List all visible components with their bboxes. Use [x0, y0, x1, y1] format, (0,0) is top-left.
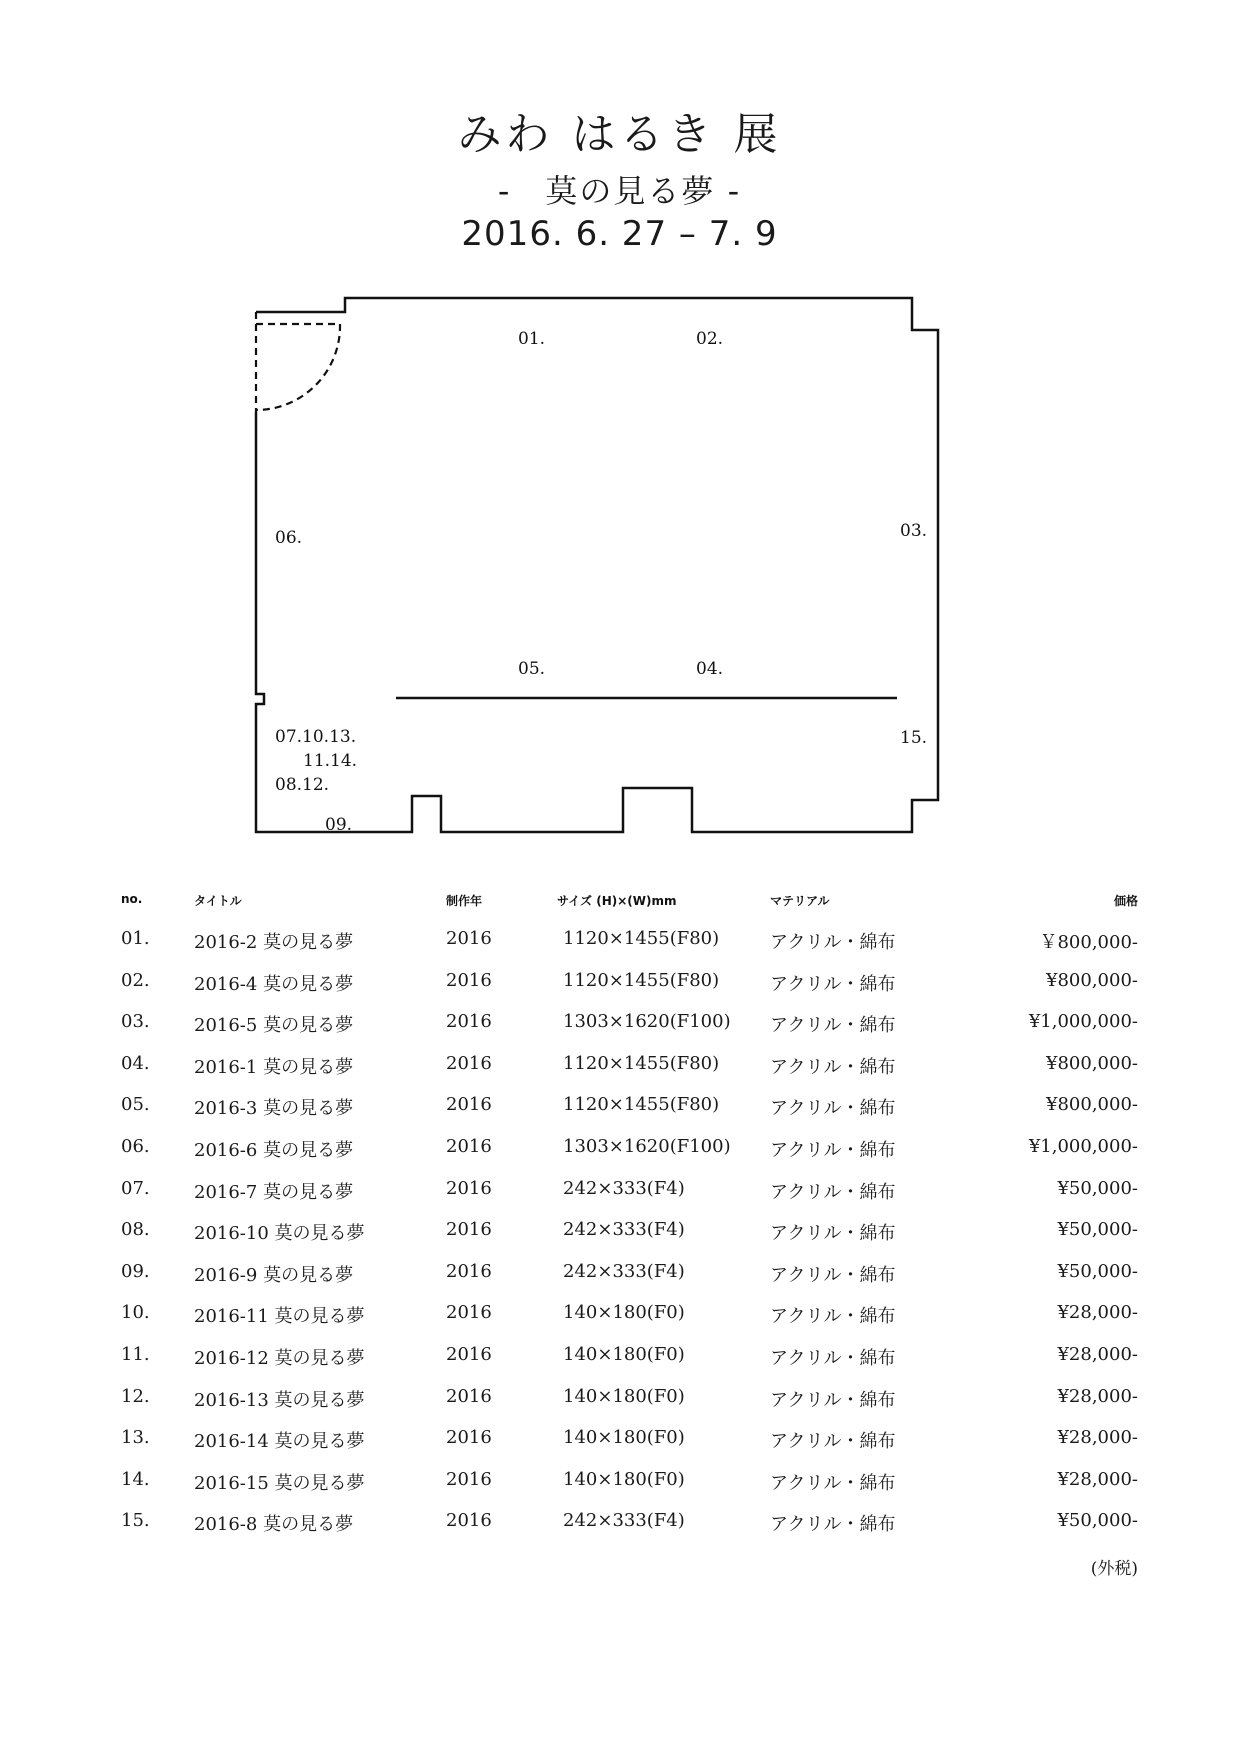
wall-label-03: 03.: [900, 521, 928, 541]
row-size: 1303×1620(F100): [563, 1136, 731, 1157]
row-size: 140×180(F0): [563, 1385, 685, 1407]
row-size: 242×333(F4): [563, 1177, 685, 1199]
row-size: 140×180(F0): [563, 1427, 685, 1449]
row-no: 13.: [121, 1427, 150, 1449]
table-row: [0, 1469, 1239, 1510]
table-row: [0, 1510, 1239, 1551]
table-row: [0, 1427, 1239, 1468]
row-year: 2016: [446, 928, 492, 949]
row-price: ¥28,000-: [1057, 1302, 1138, 1324]
wall-label-09: 09.: [325, 815, 353, 835]
row-year: 2016: [446, 1136, 492, 1157]
row-year: 2016: [446, 1385, 492, 1407]
row-size: 140×180(F0): [563, 1344, 685, 1365]
wall-label-07-10-13: 07.10.13.: [275, 727, 357, 747]
row-size: 242×333(F4): [563, 1219, 685, 1241]
door-swing: [256, 312, 340, 412]
row-year: 2016: [446, 1468, 492, 1490]
row-title: 2016-12 莫の見る夢: [194, 1348, 365, 1369]
row-price: ¥50,000-: [1057, 1260, 1138, 1282]
row-title: 2016-3 莫の見る夢: [194, 1098, 354, 1120]
exhibition-subtitle: - 莫の見る夢 -: [497, 172, 742, 210]
row-no: 10.: [121, 1302, 150, 1324]
row-title: 2016-7 莫の見る夢: [194, 1181, 354, 1203]
row-year: 2016: [446, 1219, 492, 1241]
wall-label-06: 06.: [275, 528, 303, 548]
row-size: 140×180(F0): [563, 1468, 685, 1490]
row-price: ¥50,000-: [1057, 1510, 1138, 1532]
row-price: ¥28,000-: [1057, 1427, 1138, 1449]
row-size: 1120×1455(F80): [563, 969, 720, 991]
row-no: 15.: [121, 1510, 150, 1532]
row-size: 140×180(F0): [563, 1302, 685, 1324]
row-price: ¥50,000-: [1057, 1219, 1138, 1241]
row-year: 2016: [446, 1094, 492, 1116]
row-title: 2016-1 莫の見る夢: [194, 1056, 354, 1078]
wall-label-08-12: 08.12.: [275, 775, 330, 795]
row-material: アクリル・綿布: [770, 1223, 896, 1245]
row-price: ¥1,000,000-: [1028, 1011, 1138, 1033]
row-title: 2016-5 莫の見る夢: [194, 1015, 354, 1037]
table-row: [0, 1136, 1239, 1177]
tax-note: (外税): [1090, 1559, 1138, 1579]
row-no: 07.: [121, 1177, 150, 1199]
row-title: 2016-10 莫の見る夢: [194, 1223, 365, 1245]
wall-label-11-14: 11.14.: [303, 751, 358, 771]
wall-label-15: 15.: [900, 728, 928, 748]
row-year: 2016: [446, 1177, 492, 1199]
row-title: 2016-15 莫の見る夢: [194, 1472, 365, 1494]
wall-label-02: 02.: [696, 329, 724, 349]
row-price: ¥800,000-: [1046, 1094, 1138, 1116]
row-no: 02.: [121, 969, 150, 991]
row-year: 2016: [446, 1510, 492, 1532]
row-material: アクリル・綿布: [770, 1472, 896, 1494]
row-title: 2016-2 莫の見る夢: [194, 932, 354, 953]
row-material: アクリル・綿布: [770, 1264, 896, 1286]
row-material: アクリル・綿布: [770, 1181, 896, 1203]
header-size: サイズ (H)×(W)mm: [557, 894, 677, 908]
row-no: 14.: [121, 1468, 150, 1490]
row-no: 03.: [121, 1011, 150, 1033]
header-title: タイトル: [194, 894, 242, 908]
header-material: マテリアル: [770, 894, 830, 908]
row-material: アクリル・綿布: [770, 1140, 896, 1161]
row-size: 1120×1455(F80): [563, 1094, 720, 1116]
row-price: ¥28,000-: [1057, 1344, 1138, 1365]
exhibition-dates: 2016. 6. 27 – 7. 9: [461, 214, 778, 254]
row-year: 2016: [446, 1344, 492, 1365]
row-price: ¥800,000-: [1046, 1052, 1138, 1074]
row-material: アクリル・綿布: [770, 973, 896, 995]
row-no: 04.: [121, 1052, 150, 1074]
row-year: 2016: [446, 1260, 492, 1282]
wall-label-01: 01.: [518, 329, 546, 349]
row-price: ¥28,000-: [1057, 1385, 1138, 1407]
row-year: 2016: [446, 1011, 492, 1033]
row-material: アクリル・綿布: [770, 1056, 896, 1078]
row-title: 2016-11 莫の見る夢: [194, 1306, 365, 1328]
row-title: 2016-13 莫の見る夢: [194, 1389, 365, 1411]
table-row: [0, 928, 1239, 969]
row-size: 242×333(F4): [563, 1510, 685, 1532]
row-no: 05.: [121, 1094, 150, 1116]
table-row: [0, 1094, 1239, 1135]
row-year: 2016: [446, 969, 492, 991]
wall-label-05: 05.: [518, 659, 546, 679]
row-no: 12.: [121, 1385, 150, 1407]
row-year: 2016: [446, 1427, 492, 1449]
exhibition-title: みわ はるき 展: [457, 109, 782, 160]
row-size: 1303×1620(F100): [563, 1011, 731, 1033]
row-title: 2016-6 莫の見る夢: [194, 1140, 354, 1161]
row-title: 2016-9 莫の見る夢: [194, 1264, 354, 1286]
row-size: 1120×1455(F80): [563, 928, 720, 949]
table-row: [0, 1178, 1239, 1219]
row-no: 01.: [121, 928, 150, 949]
row-price: ¥800,000-: [1046, 969, 1138, 991]
table-row: [0, 1261, 1239, 1302]
table-row: [0, 1219, 1239, 1260]
row-price: ¥50,000-: [1057, 1177, 1138, 1199]
row-material: アクリル・綿布: [770, 1098, 896, 1120]
gallery-walls: [256, 298, 938, 832]
row-material: アクリル・綿布: [770, 1389, 896, 1411]
table-row: [0, 1053, 1239, 1094]
table-row: [0, 970, 1239, 1011]
row-size: 242×333(F4): [563, 1260, 685, 1282]
row-material: アクリル・綿布: [770, 1431, 896, 1453]
row-material: アクリル・綿布: [770, 1514, 896, 1536]
row-year: 2016: [446, 1302, 492, 1324]
row-year: 2016: [446, 1052, 492, 1074]
row-material: アクリル・綿布: [770, 1348, 896, 1369]
row-price: ¥1,000,000-: [1028, 1136, 1138, 1157]
row-title: 2016-4 莫の見る夢: [194, 973, 354, 995]
row-material: アクリル・綿布: [770, 1015, 896, 1037]
row-title: 2016-14 莫の見る夢: [194, 1431, 365, 1453]
row-price: ￥800,000-: [1039, 932, 1138, 953]
row-no: 09.: [121, 1260, 150, 1282]
wall-label-04: 04.: [696, 659, 724, 679]
floor-plan: [0, 0, 1239, 850]
row-no: 06.: [121, 1136, 150, 1157]
header-year: 制作年: [446, 894, 483, 908]
row-no: 11.: [121, 1344, 150, 1365]
row-material: アクリル・綿布: [770, 1306, 896, 1328]
header-price: 価格: [1113, 894, 1138, 908]
row-material: アクリル・綿布: [770, 932, 896, 953]
row-price: ¥28,000-: [1057, 1468, 1138, 1490]
table-row: [0, 1344, 1239, 1385]
table-row: [0, 1302, 1239, 1343]
row-no: 08.: [121, 1219, 150, 1241]
table-row: [0, 1386, 1239, 1427]
table-row: [0, 1011, 1239, 1052]
row-size: 1120×1455(F80): [563, 1052, 720, 1074]
header-no: no.: [121, 892, 143, 906]
row-title: 2016-8 莫の見る夢: [194, 1514, 354, 1536]
